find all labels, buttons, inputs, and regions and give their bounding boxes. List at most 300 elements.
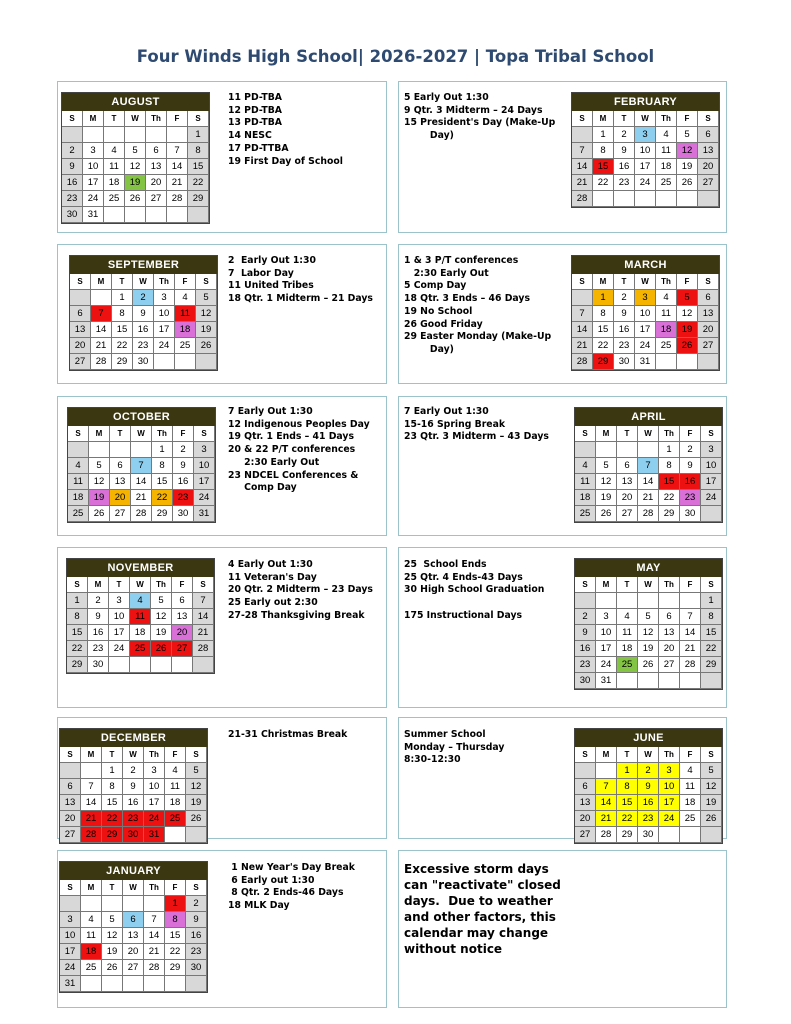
day-of-week-header: W — [635, 111, 656, 127]
calendar-day: 6 — [70, 306, 91, 322]
day-of-week-header: Th — [656, 274, 677, 290]
day-of-week-header: W — [133, 274, 154, 290]
calendar-day: 23 — [638, 811, 659, 827]
calendar-day: 14 — [680, 625, 701, 641]
calendar-empty-cell — [617, 673, 638, 689]
calendar-day: 18 — [617, 641, 638, 657]
month-title: DECEMBER — [60, 729, 207, 747]
calendar-day: 22 — [701, 641, 722, 657]
calendar-day: 16 — [638, 795, 659, 811]
calendar-day: 20 — [617, 490, 638, 506]
calendar-day: 2 — [88, 593, 109, 609]
calendar-day: 7 — [638, 458, 659, 474]
calendar-day: 10 — [144, 779, 165, 795]
calendar-day: 3 — [701, 442, 722, 458]
calendar-day: 30 — [173, 506, 194, 522]
calendar-empty-cell — [677, 354, 698, 370]
calendar-day: 16 — [680, 474, 701, 490]
calendar-september — [69, 255, 218, 371]
calendar-day: 10 — [154, 306, 175, 322]
notes-november: 4 Early Out 1:30 11 Veteran's Day 20 Qtr. 2 Midterm – 23 Days 25 Early out 2:30 27-28 Thanksgiving Break — [228, 559, 373, 621]
calendar-day: 21 — [638, 490, 659, 506]
calendar-day: 28 — [167, 191, 188, 207]
day-of-week-header: M — [83, 111, 104, 127]
calendar-day: 23 — [575, 657, 596, 673]
storm-notice: Excessive storm days can "reactivate" closed days. Due to weather and other factors, this calendar may change without notice — [404, 862, 561, 956]
calendar-day: 21 — [572, 175, 593, 191]
calendar-day: 11 — [656, 306, 677, 322]
calendar-day: 13 — [110, 474, 131, 490]
calendar-empty-cell — [701, 506, 722, 522]
calendar-empty-cell — [572, 290, 593, 306]
calendar-day: 14 — [596, 795, 617, 811]
calendar-august — [61, 92, 210, 224]
day-of-week-header: F — [172, 577, 193, 593]
calendar-day: 9 — [133, 306, 154, 322]
day-of-week-header: S — [701, 747, 722, 763]
calendar-empty-cell — [165, 827, 186, 843]
calendar-day: 9 — [186, 912, 207, 928]
month-title: FEBRUARY — [572, 93, 719, 111]
calendar-day: 6 — [698, 290, 719, 306]
day-of-week-header: M — [88, 577, 109, 593]
calendar-day: 5 — [186, 763, 207, 779]
calendar-day: 11 — [175, 306, 196, 322]
day-of-week-header: Th — [151, 577, 172, 593]
calendar-day: 16 — [173, 474, 194, 490]
calendar-day: 5 — [701, 763, 722, 779]
day-of-week-header: T — [109, 577, 130, 593]
calendar-day: 9 — [575, 625, 596, 641]
calendar-day: 15 — [593, 159, 614, 175]
calendar-november — [66, 558, 215, 674]
calendar-day: 1 — [188, 127, 209, 143]
day-of-week-header: M — [596, 747, 617, 763]
calendar-day: 15 — [617, 795, 638, 811]
day-of-week-header: F — [677, 111, 698, 127]
calendar-day: 13 — [659, 625, 680, 641]
calendar-day: 3 — [144, 763, 165, 779]
calendar-day: 26 — [125, 191, 146, 207]
calendar-day: 8 — [152, 458, 173, 474]
calendar-empty-cell — [698, 191, 719, 207]
calendar-empty-cell — [680, 827, 701, 843]
calendar-day: 6 — [60, 779, 81, 795]
calendar-empty-cell — [175, 354, 196, 370]
calendar-day: 14 — [91, 322, 112, 338]
calendar-empty-cell — [617, 442, 638, 458]
calendar-empty-cell — [60, 763, 81, 779]
calendar-empty-cell — [680, 673, 701, 689]
calendar-day: 18 — [165, 795, 186, 811]
day-of-week-header: Th — [659, 426, 680, 442]
calendar-day: 9 — [614, 306, 635, 322]
calendar-day: 26 — [677, 175, 698, 191]
calendar-day: 22 — [188, 175, 209, 191]
calendar-day: 20 — [60, 811, 81, 827]
calendar-day: 9 — [62, 159, 83, 175]
calendar-day: 10 — [60, 928, 81, 944]
calendar-day: 11 — [130, 609, 151, 625]
calendar-day: 6 — [110, 458, 131, 474]
calendar-day: 20 — [146, 175, 167, 191]
calendar-day: 8 — [659, 458, 680, 474]
calendar-empty-cell — [104, 207, 125, 223]
calendar-day: 9 — [123, 779, 144, 795]
calendar-day: 15 — [102, 795, 123, 811]
calendar-day: 4 — [104, 143, 125, 159]
day-of-week-header: F — [167, 111, 188, 127]
day-of-week-header: S — [701, 426, 722, 442]
month-title: JANUARY — [60, 862, 207, 880]
calendar-empty-cell — [104, 127, 125, 143]
calendar-empty-cell — [575, 442, 596, 458]
calendar-day: 30 — [123, 827, 144, 843]
calendar-day: 27 — [659, 657, 680, 673]
calendar-day: 17 — [701, 474, 722, 490]
day-of-week-header: W — [638, 426, 659, 442]
calendar-october — [67, 407, 216, 523]
calendar-day: 15 — [701, 625, 722, 641]
calendar-day: 28 — [680, 657, 701, 673]
calendar-day: 10 — [635, 143, 656, 159]
calendar-day: 2 — [173, 442, 194, 458]
calendar-day: 20 — [123, 944, 144, 960]
calendar-day: 3 — [659, 763, 680, 779]
calendar-day: 31 — [144, 827, 165, 843]
day-of-week-header: S — [67, 577, 88, 593]
calendar-day: 12 — [596, 474, 617, 490]
calendar-empty-cell — [593, 191, 614, 207]
calendar-day: 15 — [67, 625, 88, 641]
calendar-day: 19 — [196, 322, 217, 338]
calendar-empty-cell — [677, 191, 698, 207]
calendar-day: 30 — [186, 960, 207, 976]
day-of-week-header: S — [186, 747, 207, 763]
calendar-empty-cell — [144, 896, 165, 912]
calendar-day: 22 — [659, 490, 680, 506]
calendar-empty-cell — [701, 827, 722, 843]
calendar-day: 14 — [572, 159, 593, 175]
day-of-week-header: W — [123, 880, 144, 896]
day-of-week-header: Th — [152, 426, 173, 442]
calendar-day: 5 — [196, 290, 217, 306]
day-of-week-header: T — [617, 747, 638, 763]
calendar-day: 22 — [165, 944, 186, 960]
calendar-day: 24 — [154, 338, 175, 354]
calendar-day: 18 — [680, 795, 701, 811]
calendar-day: 8 — [67, 609, 88, 625]
calendar-day: 13 — [60, 795, 81, 811]
calendar-day: 6 — [123, 912, 144, 928]
calendar-june — [574, 728, 723, 844]
calendar-day: 30 — [638, 827, 659, 843]
calendar-day: 9 — [173, 458, 194, 474]
day-of-week-header: F — [165, 880, 186, 896]
day-of-week-header: S — [68, 426, 89, 442]
month-title: AUGUST — [62, 93, 209, 111]
calendar-day: 7 — [131, 458, 152, 474]
day-of-week-header: T — [614, 274, 635, 290]
calendar-day: 29 — [593, 354, 614, 370]
calendar-day: 21 — [167, 175, 188, 191]
calendar-day: 4 — [656, 127, 677, 143]
day-of-week-header: F — [680, 426, 701, 442]
calendar-day: 13 — [123, 928, 144, 944]
calendar-day: 22 — [152, 490, 173, 506]
calendar-empty-cell — [659, 593, 680, 609]
calendar-empty-cell — [196, 354, 217, 370]
day-of-week-header: M — [81, 747, 102, 763]
calendar-day: 28 — [131, 506, 152, 522]
calendar-day: 24 — [701, 490, 722, 506]
calendar-day: 20 — [70, 338, 91, 354]
calendar-day: 22 — [593, 338, 614, 354]
calendar-february — [571, 92, 720, 208]
calendar-day: 25 — [575, 506, 596, 522]
calendar-day: 29 — [67, 657, 88, 673]
calendar-day: 16 — [614, 159, 635, 175]
calendar-day: 4 — [81, 912, 102, 928]
calendar-day: 11 — [680, 779, 701, 795]
day-of-week-header: S — [196, 274, 217, 290]
calendar-empty-cell — [614, 191, 635, 207]
calendar-empty-cell — [102, 896, 123, 912]
calendar-day: 22 — [617, 811, 638, 827]
day-of-week-header: S — [62, 111, 83, 127]
calendar-day: 16 — [186, 928, 207, 944]
day-of-week-header: F — [680, 747, 701, 763]
calendar-day: 3 — [596, 609, 617, 625]
calendar-empty-cell — [638, 593, 659, 609]
calendar-day: 28 — [596, 827, 617, 843]
calendar-day: 18 — [175, 322, 196, 338]
calendar-empty-cell — [125, 207, 146, 223]
calendar-day: 10 — [659, 779, 680, 795]
calendar-day: 7 — [680, 609, 701, 625]
day-of-week-header: F — [680, 577, 701, 593]
calendar-empty-cell — [123, 896, 144, 912]
calendar-day: 6 — [146, 143, 167, 159]
calendar-day: 25 — [104, 191, 125, 207]
calendar-day: 20 — [110, 490, 131, 506]
calendar-day: 13 — [146, 159, 167, 175]
day-of-week-header: M — [593, 111, 614, 127]
calendar-day: 1 — [593, 290, 614, 306]
calendar-day: 15 — [112, 322, 133, 338]
calendar-day: 20 — [698, 159, 719, 175]
calendar-day: 26 — [196, 338, 217, 354]
calendar-empty-cell — [62, 127, 83, 143]
calendar-day: 21 — [144, 944, 165, 960]
calendar-day: 7 — [572, 143, 593, 159]
day-of-week-header: Th — [144, 880, 165, 896]
calendar-day: 17 — [154, 322, 175, 338]
calendar-day: 8 — [593, 306, 614, 322]
calendar-day: 12 — [638, 625, 659, 641]
calendar-day: 29 — [188, 191, 209, 207]
calendar-day: 30 — [62, 207, 83, 223]
calendar-day: 21 — [81, 811, 102, 827]
day-of-week-header: T — [110, 426, 131, 442]
calendar-day: 25 — [81, 960, 102, 976]
calendar-day: 5 — [677, 127, 698, 143]
calendar-empty-cell — [144, 976, 165, 992]
calendar-empty-cell — [575, 593, 596, 609]
calendar-day: 18 — [130, 625, 151, 641]
calendar-day: 27 — [172, 641, 193, 657]
calendar-day: 7 — [596, 779, 617, 795]
calendar-day: 19 — [677, 322, 698, 338]
calendar-day: 28 — [193, 641, 214, 657]
calendar-day: 23 — [680, 490, 701, 506]
calendar-day: 19 — [186, 795, 207, 811]
calendar-day: 2 — [123, 763, 144, 779]
calendar-day: 13 — [698, 143, 719, 159]
day-of-week-header: F — [677, 274, 698, 290]
calendar-empty-cell — [110, 442, 131, 458]
calendar-day: 28 — [572, 191, 593, 207]
calendar-day: 3 — [109, 593, 130, 609]
calendar-empty-cell — [575, 763, 596, 779]
calendar-day: 13 — [698, 306, 719, 322]
day-of-week-header: W — [131, 426, 152, 442]
calendar-day: 12 — [186, 779, 207, 795]
calendar-day: 14 — [81, 795, 102, 811]
calendar-empty-cell — [617, 593, 638, 609]
calendar-empty-cell — [172, 657, 193, 673]
calendar-day: 24 — [144, 811, 165, 827]
calendar-day: 10 — [596, 625, 617, 641]
day-of-week-header: S — [575, 426, 596, 442]
calendar-day: 19 — [701, 795, 722, 811]
calendar-day: 16 — [575, 641, 596, 657]
month-title: MAY — [575, 559, 722, 577]
day-of-week-header: S — [60, 747, 81, 763]
calendar-day: 27 — [617, 506, 638, 522]
day-of-week-header: T — [102, 880, 123, 896]
calendar-day: 23 — [88, 641, 109, 657]
calendar-day: 9 — [88, 609, 109, 625]
calendar-day: 22 — [102, 811, 123, 827]
calendar-day: 4 — [165, 763, 186, 779]
calendar-empty-cell — [596, 763, 617, 779]
calendar-day: 28 — [91, 354, 112, 370]
calendar-day: 25 — [130, 641, 151, 657]
calendar-day: 9 — [614, 143, 635, 159]
calendar-day: 16 — [133, 322, 154, 338]
calendar-day: 5 — [125, 143, 146, 159]
calendar-january — [59, 861, 208, 993]
day-of-week-header: M — [81, 880, 102, 896]
calendar-day: 28 — [638, 506, 659, 522]
calendar-empty-cell — [60, 896, 81, 912]
calendar-empty-cell — [188, 207, 209, 223]
day-of-week-header: M — [89, 426, 110, 442]
calendar-empty-cell — [68, 442, 89, 458]
calendar-day: 5 — [151, 593, 172, 609]
calendar-day: 8 — [102, 779, 123, 795]
notes-august: 11 PD-TBA 12 PD-TBA 13 PD-TBA 14 NESC 17 PD-TTBA 19 First Day of School — [228, 92, 343, 167]
notes-april: 7 Early Out 1:30 15-16 Spring Break 23 Qtr. 3 Midterm – 43 Days — [404, 406, 549, 443]
calendar-empty-cell — [125, 127, 146, 143]
calendar-day: 25 — [68, 506, 89, 522]
calendar-empty-cell — [81, 976, 102, 992]
day-of-week-header: S — [572, 274, 593, 290]
calendar-day: 10 — [109, 609, 130, 625]
calendar-day: 1 — [701, 593, 722, 609]
calendar-day: 10 — [194, 458, 215, 474]
notes-january: 1 New Year's Day Break 6 Early out 1:30 8 Qtr. 2 Ends-46 Days 18 MLK Day — [228, 862, 355, 912]
calendar-day: 25 — [656, 338, 677, 354]
calendar-empty-cell — [146, 207, 167, 223]
calendar-day: 11 — [104, 159, 125, 175]
calendar-day: 5 — [102, 912, 123, 928]
calendar-day: 8 — [188, 143, 209, 159]
calendar-day: 1 — [102, 763, 123, 779]
day-of-week-header: T — [617, 577, 638, 593]
calendar-day: 12 — [196, 306, 217, 322]
calendar-day: 15 — [188, 159, 209, 175]
day-of-week-header: W — [123, 747, 144, 763]
calendar-day: 5 — [638, 609, 659, 625]
calendar-empty-cell — [596, 593, 617, 609]
calendar-day: 29 — [165, 960, 186, 976]
calendar-empty-cell — [638, 673, 659, 689]
calendar-day: 2 — [614, 127, 635, 143]
calendar-day: 23 — [614, 338, 635, 354]
day-of-week-header: W — [125, 111, 146, 127]
calendar-day: 31 — [635, 354, 656, 370]
calendar-day: 28 — [81, 827, 102, 843]
calendar-day: 29 — [112, 354, 133, 370]
calendar-day: 23 — [173, 490, 194, 506]
calendar-day: 17 — [109, 625, 130, 641]
calendar-day: 25 — [656, 175, 677, 191]
calendar-day: 10 — [83, 159, 104, 175]
calendar-day: 26 — [102, 960, 123, 976]
notes-december: 21-31 Christmas Break — [228, 729, 348, 740]
calendar-day: 26 — [701, 811, 722, 827]
calendar-day: 26 — [677, 338, 698, 354]
calendar-day: 30 — [88, 657, 109, 673]
day-of-week-header: S — [194, 426, 215, 442]
day-of-week-header: Th — [154, 274, 175, 290]
calendar-day: 4 — [175, 290, 196, 306]
calendar-day: 20 — [698, 322, 719, 338]
calendar-day: 17 — [60, 944, 81, 960]
day-of-week-header: M — [596, 426, 617, 442]
calendar-empty-cell — [154, 354, 175, 370]
day-of-week-header: S — [188, 111, 209, 127]
page-title: Four Winds High School| 2026-2027 | Topa Tribal School — [136, 47, 655, 66]
calendar-day: 21 — [596, 811, 617, 827]
calendar-day: 31 — [194, 506, 215, 522]
calendar-day: 3 — [635, 127, 656, 143]
calendar-day: 16 — [614, 322, 635, 338]
calendar-day: 29 — [102, 827, 123, 843]
calendar-day: 27 — [60, 827, 81, 843]
calendar-empty-cell — [167, 127, 188, 143]
calendar-day: 5 — [596, 458, 617, 474]
calendar-day: 2 — [638, 763, 659, 779]
day-of-week-header: S — [575, 577, 596, 593]
calendar-day: 14 — [144, 928, 165, 944]
calendar-empty-cell — [186, 976, 207, 992]
day-of-week-header: T — [617, 426, 638, 442]
calendar-empty-cell — [193, 657, 214, 673]
calendar-empty-cell — [656, 354, 677, 370]
